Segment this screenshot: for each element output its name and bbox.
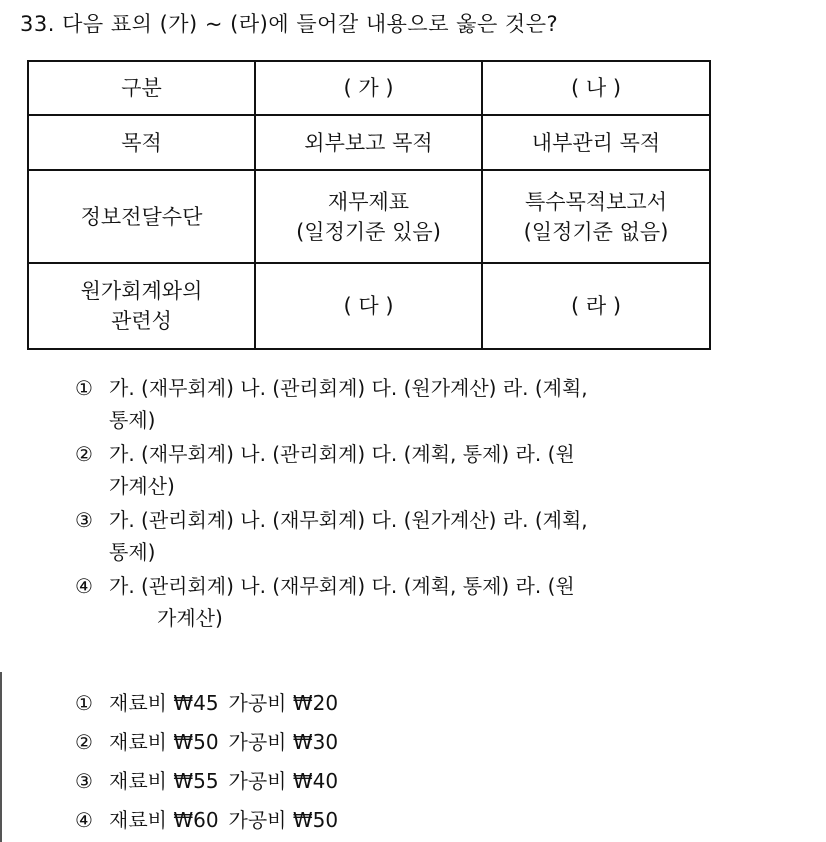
table-cell-label: 목적 [28,115,255,170]
conversion-cost: 가공비 ₩20 [228,691,339,715]
option-number: ① [75,376,93,400]
option-text: 가. (관리회계) 나. (재무회계) 다. (원가계산) 라. (계획, [109,508,588,532]
option-text: 가. (재무회계) 나. (관리회계) 다. (원가계산) 라. (계획, [109,376,588,400]
cell-text: (일정기준 없음) [523,219,669,244]
option-text: 가. (재무회계) 나. (관리회계) 다. (계획, 통제) 라. (원 [109,442,575,466]
table-cell [255,263,482,349]
list-item[interactable] [75,723,338,762]
cell-text: 원가회계와의 [80,279,203,303]
comparison-table [27,60,711,350]
table-cell [482,263,710,349]
option-number: ④ [75,808,93,832]
option-number: ① [75,691,93,715]
list-item[interactable] [75,801,338,840]
option-number: ③ [75,769,93,793]
table-cell-label: 정보전달수단 [28,170,255,263]
next-question-options [75,684,338,840]
table-cell [482,61,710,115]
table-cell [482,115,710,170]
option-4[interactable] [75,570,775,634]
table-row [28,61,710,115]
option-1[interactable] [75,372,775,436]
cell-text: 특수목적보고서 [524,189,667,214]
column-divider [0,672,2,842]
table-cell [255,170,482,263]
material-cost: 재료비 ₩55 [109,769,219,793]
cell-text: 관련성 [111,309,172,333]
table-cell [255,61,482,115]
cell-text: 외부보고 목적 [304,130,433,155]
option-2[interactable] [75,438,775,502]
conversion-cost: 가공비 ₩40 [228,769,339,793]
list-item[interactable] [75,762,338,801]
option-text-continued: 통제) [109,408,156,432]
conversion-cost: 가공비 ₩50 [228,808,339,832]
option-text-continued: 가계산) [157,606,223,630]
cell-text: 재무제표 [327,189,410,214]
option-text-continued: 가계산) [109,474,175,498]
table-row [28,170,710,263]
option-text-continued: 통제) [109,540,156,564]
option-number: ④ [75,574,93,598]
option-number: ② [75,442,93,466]
cell-text: 내부관리 목적 [531,130,661,155]
option-number: ③ [75,508,93,532]
table-cell-label: 구분 [28,61,255,115]
table-row [28,115,710,170]
option-text: 가. (관리회계) 나. (재무회계) 다. (계획, 통제) 라. (원 [109,574,575,598]
table-row [28,263,710,349]
cell-text: (일정기준 있음) [296,219,441,244]
cell-text: ( 나 ) [570,76,622,100]
conversion-cost: 가공비 ₩30 [228,730,339,754]
cell-text: ( 다 ) [343,294,394,318]
cell-text: ( 가 ) [343,76,394,100]
option-number: ② [75,730,93,754]
table-cell-label [28,263,255,349]
answer-options [75,372,775,636]
question-title: 33. 다음 표의 (가) ~ (라)에 들어갈 내용으로 옳은 것은? [20,12,559,36]
table-cell [482,170,710,263]
list-item[interactable] [75,684,338,723]
table-cell [255,115,482,170]
option-3[interactable] [75,504,775,568]
material-cost: 재료비 ₩45 [109,691,219,715]
cell-text: ( 라 ) [570,294,622,318]
material-cost: 재료비 ₩50 [109,730,219,754]
material-cost: 재료비 ₩60 [109,808,219,832]
